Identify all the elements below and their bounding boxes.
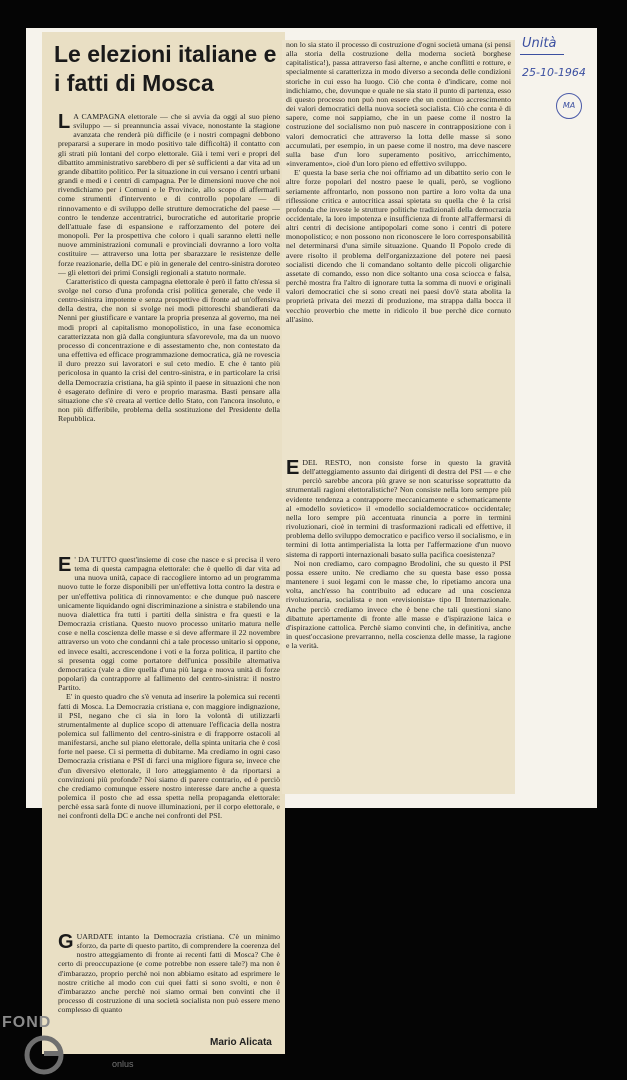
handwritten-source-note: Unità: [522, 36, 557, 51]
article-column-5: [286, 458, 511, 788]
watermark-text: FOND: [2, 1014, 52, 1031]
author-signature: Mario Alicata: [210, 1037, 272, 1048]
paragraph: non lo sia stato il processo di costruzione d'ogni società umana (si pensi alla storia della costruzione della moderna società borghese capitalistica!), passa attraverso fasi alterne, e anche conflitti e rotture, e specialmente si caratterizza in modo diverso a seconda delle condizioni storiche in cui esso ha luogo. Ciò che conta è d'indicare, come noi indichiamo, che, dovunque e quale ne sia stato il punto di partenza, esso di questo processo non può non essere che un continuo accrescimento dei valori democratici della nuova società socialista. Ciò che conta è di sapere, come noi sappiamo, che in un paese come il nostro la costruzione del socialismo non può nascere in contrapposizione con i valori democratici che attraverso la lotta delle masse si sono accumulati, per esempio, in un paese come il nostro, ma deve nascere sulla base d'un loro superamento positivo, arricchimento, «inveramento», cioè d'un loro pieno ed effettivo sviluppo.: [286, 40, 511, 169]
article-column-2: [58, 555, 280, 927]
article-column-1: [58, 112, 280, 550]
paragraph: Noi non crediamo, caro compagno Brodolini, che su questo il PSI possa essere unito. Ne crediamo che su questa base esso possa mantenere i suoi legami con le masse che, lo ripetiamo ancora una volta, anch'esso ha contribuito ad educare ad una coscienza rivoluzionaria, socialista e non «revisionista» tipo II Internazionale. Anche perciò crediamo invece che è bene che tali questioni siano dibattute apertamente di fronte alle masse e d'ispirazione laica e d'ispirazione cattolica. Perchè siamo convinti che, in definitiva, anche in quest'occasione prevarranno, nella coscienza delle masse, la ragione e la verità.: [286, 558, 511, 651]
handwritten-date-note: 25-10-1964: [522, 66, 586, 79]
paragraph: E' questa la base seria che noi offriamo ad un dibattito serio con le altre forze popolari del nostro paese le quali, però, se vogliono seriamente affrontarlo, non possono non partire a loro volta da una riflessione critica e autocritica assai spietata su quella che è la crisi profonda che investe le strutture politiche tradizionali della democrazia occidentale, la loro impotenza e insufficienza di fronte all'affermarsi di altri centri di decisione antipopolari come sono i centri di potere monopolistico; e non possono non riconoscere le loro corresponsabilità nel determinarsi d'una simile situazione. Quando Il Popolo crede di avere risolto il problema dell'organizzazione del potere nei paesi socialisti dicendo che li comandano soltanto delle piccoli oligarchie assetate di comando, esso non dice soltanto una cosa sciocca e falsa, perchè mostra fra l'altro di ignorare tutta la somma di nuovi e originali valori democratici che si sono creati nei paesi dov'è stata abolita la proprietà privata dei mezzi di produzione, ma strappa dalla bocca il vecchio proverbio che mette in ridicolo il bue perchè dice cornuto all'asino.: [286, 168, 511, 324]
paragraph: UARDATE intanto la Democrazia cristiana. C'è un minimo sforzo, da parte di questo partito, di comprendere la coerenza del nostro atteggiamento di fronte ai recenti fatti di Mosca? Che è certo di preoccupazione (e come potrebbe non essere tale?) ma non è d'imbarazzo, proprio perchè noi non abbiamo esitato ad esprimere le nostre critiche al modo con cui quei fatti si sono svolti, e non è d'imbarazzo anche perchè noi siamo ormai ben convinti che il processo di costruzione di una società socialista non può essere meno complesso di quanto: [58, 932, 280, 1015]
paragraph: Caratteristico di questa campagna elettorale è però il fatto ch'essa si svolge nel corso d'una profonda crisi politica generale, che vede il centro-sinistra impotente e senza prospettive di fronte ad un'offensiva della destra, che non si svolge nei modi pittoreschi sbandierati da Nenni per giustificare e vantare la propria presenza al governo, ma nei modi propri al capitalismo monopolistico, in una fase economica caratterizzata non già dalla congiuntura sfavorevole, ma da un nuovo processo di concentrazione e di assestamento che, non contestato da una effettiva ed efficace programmazione democratica, già ne rovescia il duro prezzo sui lavoratori e sul ceto medio. E che è tanto più pericolosa in quanto la crisi del centro-sinistra, e in particolare la crisi della Democrazia cristiana, ha già spinto il paese in situazioni che non è esagerato definire di vero e proprio marasma. Basti pensare alla situazione che s'è creata al vertice dello Stato, con l'ancora insoluto, e non più differibile, problema della sostituzione del Presidente della Repubblica.: [58, 276, 280, 424]
article-headline: Le elezioni italiane e i fatti di Mosca: [54, 41, 277, 96]
stamp-mark: MA: [556, 93, 582, 119]
watermark-subtext: onlus: [112, 1059, 134, 1069]
drop-cap-e2: E: [286, 458, 300, 479]
paragraph: E' in questo quadro che s'è venuta ad inserire la polemica sui recenti fatti di Mosca. La Democrazia cristiana e, con maggiore indignazione, il PSI, negano che ci sia in loro la volontà di utilizzarli strumentalmente al duplice scopo di attenuare l'efficacia della nostra polemica sul fallimento del centro-sinistra e di frapporre ostacoli al manifestarsi, anche sul piano elettorale, della spinta unitaria che è così forte nel paese. Ci si permetta di dubitarne. Ma crediamo in ogni caso Democrazia cristiana e PSI di farci una migliore figura se, invece che d'un diversivo elettorale, il loro atteggiamento è da riportarsi a convinzioni più profonde? Noi siamo di parere contrario, ed è perciò che crediamo comunque essere nostro interesse dare anche a questa polemica il posto che ad essa spetta nella propaganda elettorale: perchè essa sarà fonte di nuove illuminazioni, per il corpo elettorale, e nei confronti della DC e anche nei confronti del PSI.: [58, 692, 280, 821]
drop-cap-l: L: [58, 112, 71, 133]
paragraph: ' DA TUTTO quest'insieme di cose che nasce e si precisa il vero tema di questa campagna elettorale: che è quello di dar vita ad una nuova unità, capace di raccogliere intorno ad un programma nuovo tutte le forze disponibili per un'effettiva lotta contro la destra e per un'effettiva politica di rinnovamento: e che dunque può nascere unicamente liquidando ogni discriminazione a sinistra e stabilendo una nuova dialettica fra tutti i partiti della sinistra e fra questi e la Democrazia cristiana. Questo nuovo processo unitario matura nelle cose e nella coscienza delle masse e si deve affermare il 22 novembre attraverso un voto che condanni chi a tale processo unitario si oppone, ed invece esalti, accrescendone i voti e la forza politica, il partito che si presenta oggi come portatore dell'unica possibile alternativa democratica (vale a dire quella d'una più larga e nuova unità di forze popolari) da contrapporre al fallimento del centro-sinistra: il nostro Partito.: [58, 555, 280, 693]
handwritten-underline: [520, 54, 564, 55]
drop-cap-g: G: [58, 932, 74, 953]
paragraph: A CAMPAGNA elettorale — che si avvia da oggi al suo pieno sviluppo — si preannuncia assai vivace, nonostante la stagione avanzata che renderà più difficile (e i nostri compagni debbono prepararsi a superare in modo positivo tale difficoltà) il contatto con gli strati più lontani del corpo elettorale. Già i temi veri e propri del dibattito amministrativo sarebbero di per sè sufficienti a dar vita ad un grande dibattito politico. Per la situazione in cui versano i centri urbani grandi e medi e i centri di campagna. Per le dimensioni nuove che noi rivendichiamo per i Comuni e le Provincie, allo scopo di affermarli come strumenti d'intervento e di controllo popolare — di rinnovamento e di sviluppo delle strutture democratiche del paese — contro le tendenze accentratrici, burocratiche ed autoritarie proprie dell'attuale fase di espansione e rafforzamento del potere dei monopoli. Per la prospettiva che coloro i quali saranno eletti nelle nuove amministrazioni comunali e provinciali dovranno a loro volta costituire — attraverso una lotta per sbarazzare le resistenze delle forze reazionarie, della DC e più in generale del centro-sinistra doroteo — gli elettori dei primi Consigli regionali a statuto normale.: [58, 112, 280, 277]
article-column-4: [286, 40, 511, 454]
paragraph: DEL RESTO, non consiste forse in questo la gravità dell'atteggiamento assunto dai dirigenti di destra del PSI — e che perciò sarebbe ancora più grave se non scaturisse soprattutto da strumentali ragioni elettoralistiche? Non consiste nella loro sempre più evidente tendenza a contrapporre meccanicamente e schematicamente al «modello sovietico» il «modello socialdemocratico» occidentale; nella loro sempre più accentuata rinuncia a porre in termini rivoluzionari, cioè in termini di trasformazioni radicali ed effettive, il problema dello sviluppo democratico e pacifico verso il socialismo, e in termini di lotta antimperialista la lotta per l'affermazione d'un nuovo sistema di rapporti internazionali basato sulla pacifica coesistenza?: [286, 458, 511, 559]
drop-cap-e: E: [58, 555, 72, 576]
